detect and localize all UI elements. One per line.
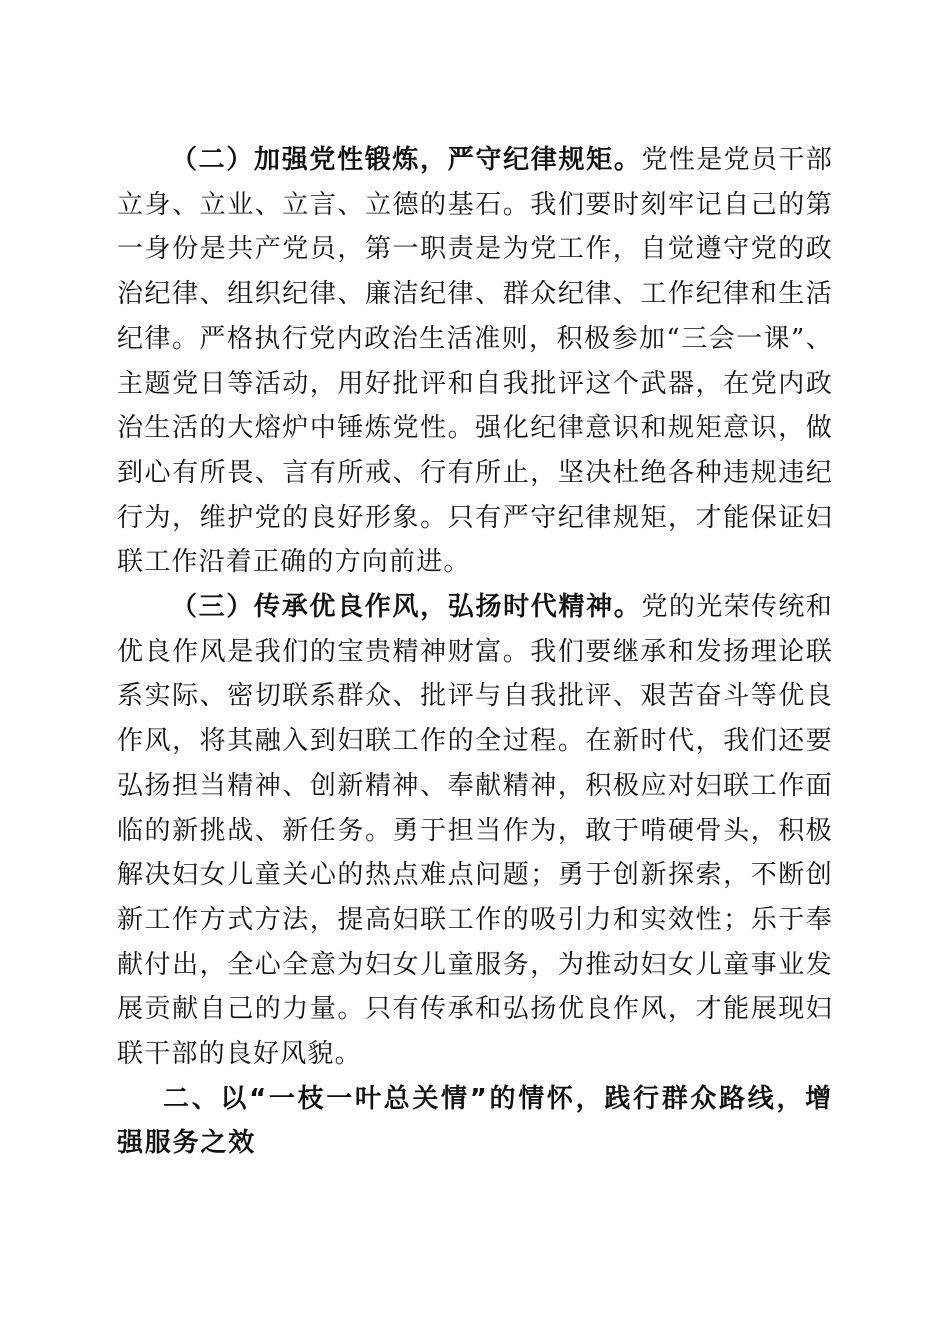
paragraph-lead-inherit-fine-style: （三）传承优良作风，弘扬时代精神。	[171, 592, 642, 623]
paragraph-text-inherit-fine-style: 党的光荣传统和优良作风是我们的宝贵精神财富。我们要继承和发扬理论联系实际、密切联系群众、批评与自我批评、艰苦奋斗等优良作风，将其融入到妇联工作的全过程。在新时代，我们还要弘扬担当精神、创新精神、奉献精神，积极应对妇联工作面临的新挑战、新任务。勇于担当作为，敢于啃硬骨头，积极解决妇女儿童关心的热点难点问题；勇于创新探索，不断创新工作方式方法，提高妇联工作的吸引力和实效性；乐于奉献付出，全心全意为妇女儿童服务，为推动妇女儿童事业发展贡献自己的力量。只有传承和弘扬优良作风，才能展现妇联干部的良好风貌。	[117, 592, 833, 1070]
paragraph-inherit-fine-style	[117, 585, 833, 1077]
paragraph-strengthen-party-spirit	[117, 138, 833, 585]
paragraph-text-strengthen-party-spirit: 党性是党员干部立身、立业、立言、立德的基石。我们要时刻牢记自己的第一身份是共产党员，第一职责是为党工作，自觉遵守党的政治纪律、组织纪律、廉洁纪律、群众纪律、工作纪律和生活纪律。严格执行党内政治生活准则，积极参加“三会一课”、主题党日等活动，用好批评和自我批评这个武器，在党内政治生活的大熔炉中锤炼党性。强化纪律意识和规矩意识，做到心有所畏、言有所戒、行有所止，坚决杜绝各种违规违纪行为，维护党的良好形象。只有严守纪律规矩，才能保证妇联工作沿着正确的方向前进。	[117, 145, 833, 578]
document-body	[117, 138, 833, 1166]
paragraph-lead-strengthen-party-spirit: （二）加强党性锻炼，严守纪律规矩。	[171, 145, 642, 175]
section-heading-mass-line: 二、以“一枝一叶总关情”的情怀，践行群众路线，增强服务之效	[117, 1083, 833, 1159]
